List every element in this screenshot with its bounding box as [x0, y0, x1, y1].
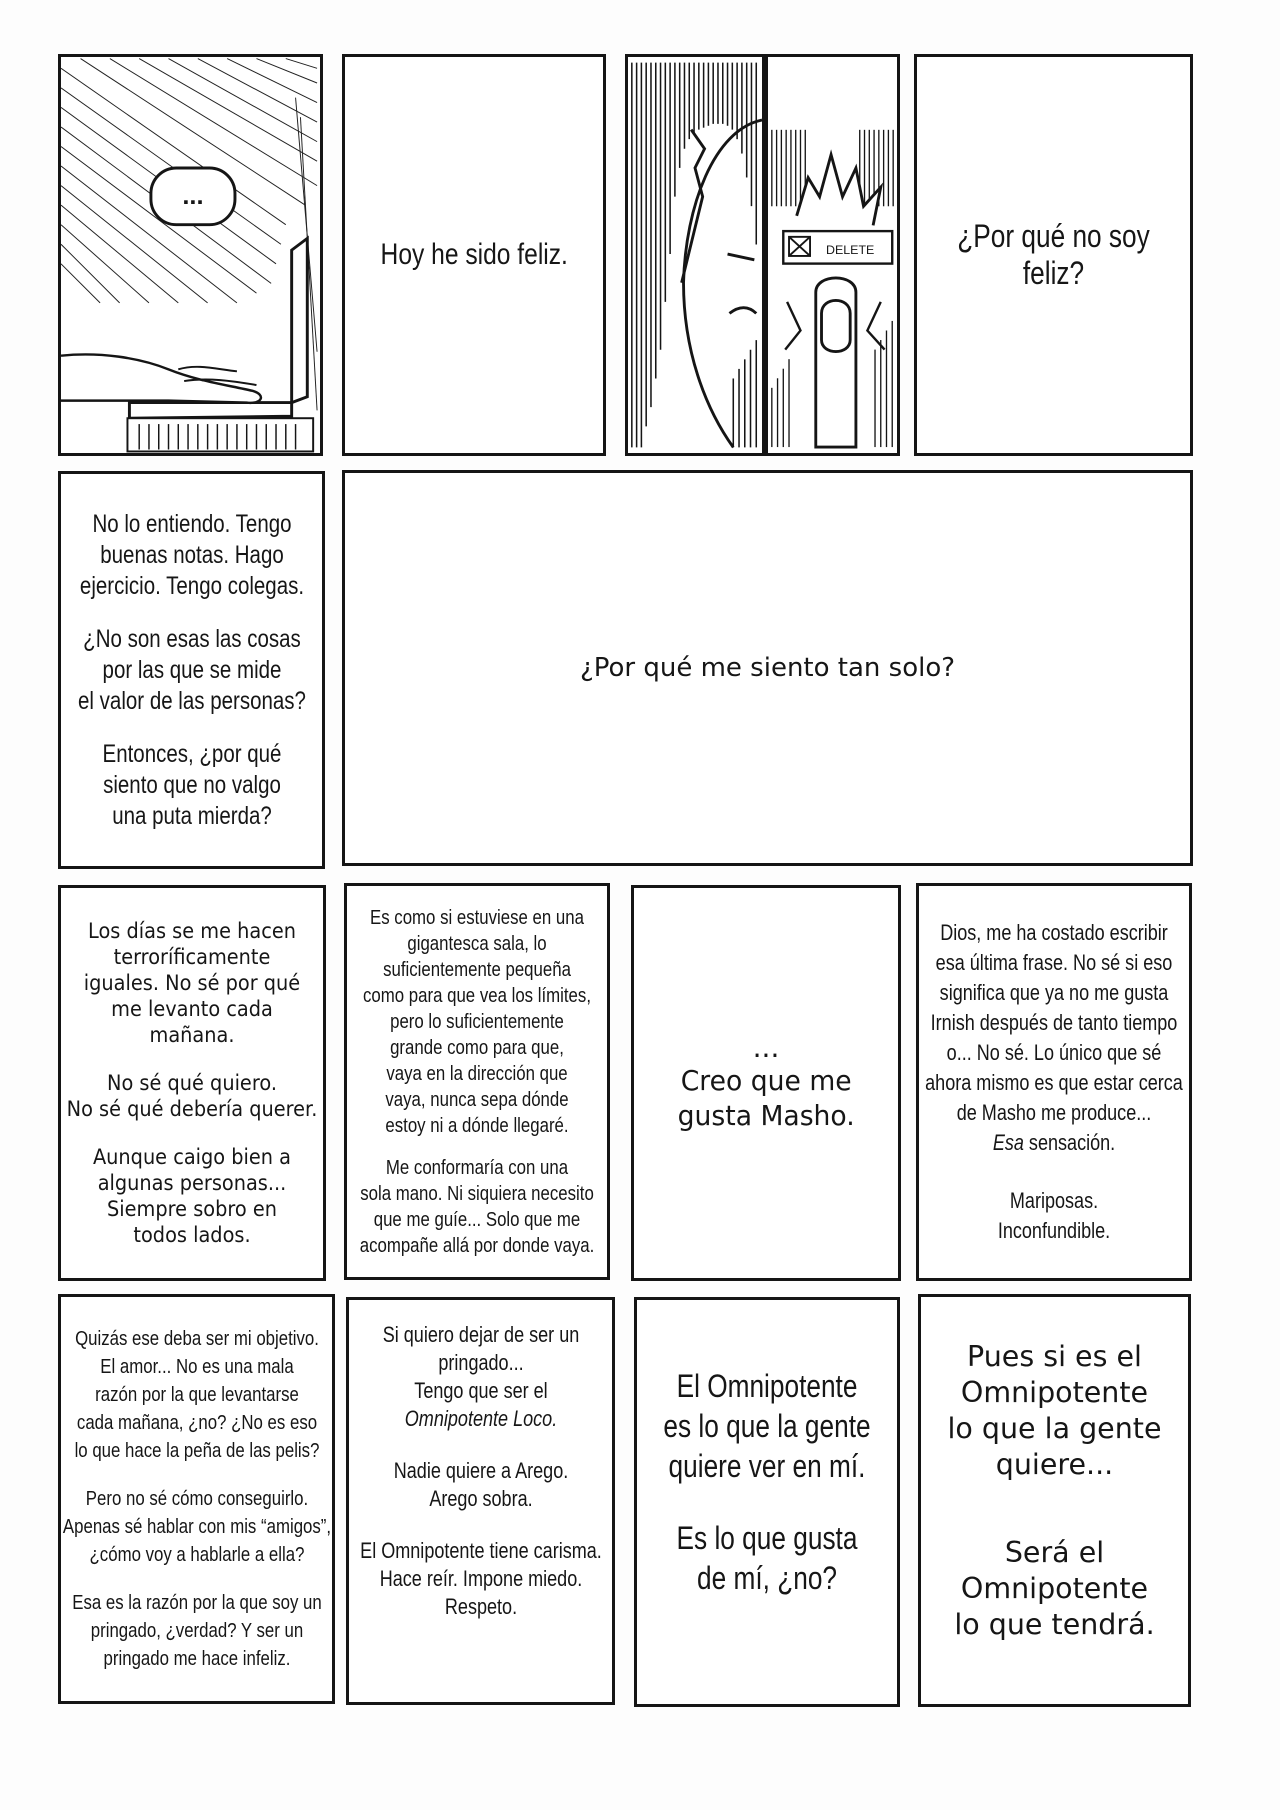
- panel-text-2: Me conformaría con una sola mano. Ni siquiera necesito que me guíe... Solo que me acompañe allá por donde vaya.: [359, 1155, 595, 1257]
- panel-text-2: Pero no sé cómo conseguirlo. Apenas sé hablar con mis “amigos”, ¿cómo voy a hablarle a ella?: [62, 1487, 331, 1566]
- panel-text-3: Aunque caigo bien a algunas personas... Siempre sobro en todos lados.: [92, 1145, 292, 1247]
- panel-text-2: Es lo que gusta de mí, ¿no?: [676, 1520, 858, 1596]
- delete-key-icon: [768, 57, 897, 453]
- panel-text-1: Es como si estuviese en una gigantesca sala, lo suficientemente pequeña como para que vea los límites, pero lo suficientemente grande como para que, vaya en la dirección que vaya, nunca sepa dónde estoy ni a dónde llegaré.: [363, 905, 591, 1137]
- emphasis-text: Omnipotente Loco.: [404, 1406, 557, 1431]
- panel-hoy-feliz: [342, 54, 606, 456]
- thought-bubble-text: ...: [182, 182, 204, 211]
- panel-text-2: Será el Omnipotente lo que tendrá.: [954, 1535, 1155, 1641]
- panel-objetivo-amor: [58, 1294, 335, 1704]
- panel-lo-que-gusta: [634, 1297, 900, 1707]
- panel-mariposas: [916, 883, 1192, 1281]
- panel-text-1: Los días se me hacen terroríficamente iguales. No sé por qué me levanto cada mañana.: [83, 919, 301, 1047]
- panel-text-3: Entonces, ¿por qué siento que no valgo una puta mierda?: [102, 739, 281, 830]
- laptop-icon: [61, 57, 320, 453]
- panel-text-2: Nadie quiere a Arego. Arego sobra.: [393, 1458, 568, 1511]
- panel-text-1: Dios, me ha costado escribir esa última frase. No sé si eso significa que ya no me gusta Irnish después de tanto tiempo o... No sé. Lo único que sé ahora mismo es que estar cerca de Masho me produce...: [925, 920, 1183, 1125]
- delete-key-label: DELETE: [826, 243, 875, 258]
- panel-text-1: Si quiero dejar de ser un pringado... Tengo que ser el: [382, 1322, 579, 1403]
- panel-text-2: No sé qué quiero. No sé qué debería querer.: [66, 1071, 318, 1121]
- panel-text: ¿Por qué me siento tan solo?: [579, 653, 956, 683]
- panel-omnipotente-loco: [346, 1297, 615, 1705]
- panel-text-3: Esa es la razón por la que soy un pringado, ¿verdad? Y ser un pringado me hace infeliz.: [71, 1591, 322, 1670]
- panel-text-3: El Omnipotente tiene carisma. Hace reír. Impone miedo. Respeto.: [359, 1538, 602, 1619]
- panel-text-1-end: [919, 1128, 1190, 1158]
- face-closeup-icon: [628, 57, 762, 453]
- panel-dots: ...: [752, 1031, 780, 1064]
- panel-text-2: Mariposas. Inconfundible.: [997, 1188, 1111, 1243]
- panel-text: ¿Por qué no soy feliz?: [957, 218, 1150, 291]
- panel-face: [625, 54, 765, 456]
- panel-text-1-tail: sensación.: [1023, 1130, 1116, 1155]
- panel-text-1: Pues si es el Omnipotente lo que la gente quiere...: [947, 1339, 1162, 1481]
- panel-sera-el-omnipotente: [918, 1294, 1191, 1707]
- panel-text-1: No lo entiendo. Tengo buenas notas. Hago ejercicio. Tengo colegas.: [79, 509, 304, 600]
- panel-text: Hoy he sido feliz.: [380, 238, 568, 271]
- panel-dias-iguales: [58, 885, 326, 1281]
- panel-text-1: El Omnipotente es lo que la gente quiere ver en mí.: [663, 1368, 871, 1484]
- panel-masho: [631, 885, 901, 1281]
- panel-gigantesca-sala: [344, 883, 610, 1280]
- panel-text-2: ¿No son esas las cosas por las que se mide el valor de las personas?: [77, 624, 306, 715]
- panel-no-lo-entiendo: [58, 471, 325, 869]
- panel-text: Creo que me gusta Masho.: [677, 1064, 855, 1132]
- panel-delete-key: [765, 54, 900, 456]
- panel-por-que-no-feliz: [914, 54, 1193, 456]
- panel-tan-solo: [342, 470, 1193, 866]
- panel-text-1: Quizás ese deba ser mi objetivo. El amor... No es una mala razón por la que levantarse cada mañana, ¿no? ¿No es eso lo que hace la peña de las pelis?: [74, 1327, 319, 1462]
- panel-laptop: [58, 54, 323, 456]
- emphasis-text: Esa: [992, 1130, 1024, 1155]
